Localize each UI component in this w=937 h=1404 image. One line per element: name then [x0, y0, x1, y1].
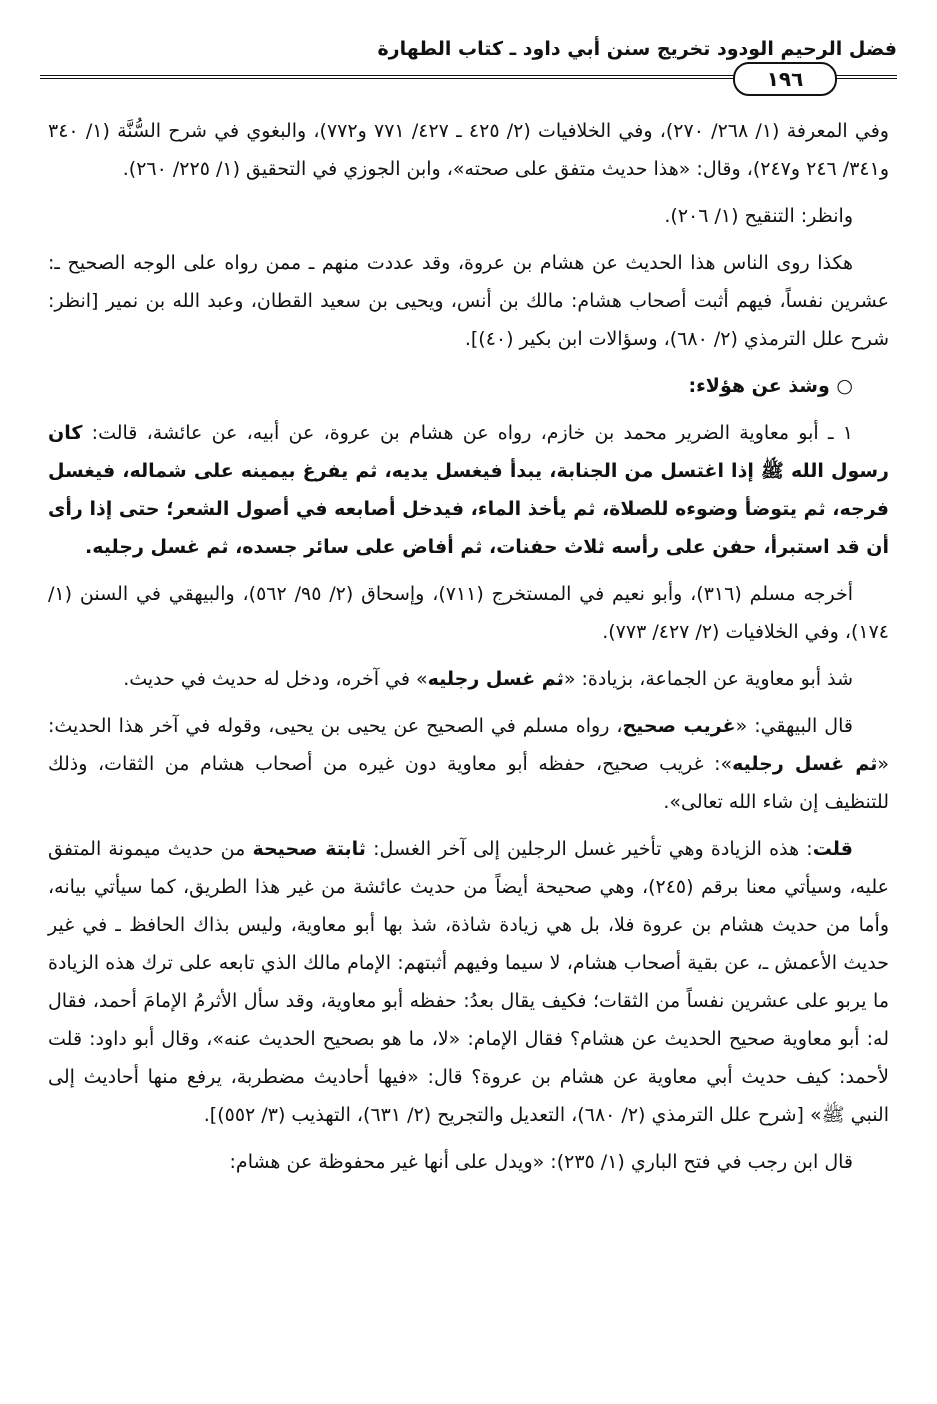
header-rule-right	[835, 75, 897, 79]
body-paragraph	[48, 244, 889, 358]
bold-text-run: كان رسول الله ﷺ إذا اغتسل من الجنابة، يبدأ فيغسل يديه، ثم يفرغ بيمينه على شماله، فيغسل فرجه، ثم يتوضأ وضوءه للصلاة، ثم يأخذ الماء، فيدخل أصابعه في أصول الشعر؛ حتى إذا رأى أن قد استبرأ، حفن على رأسه ثلاث حفنات، ثم أفاض على سائر جسده، ثم غسل رجليه.	[48, 422, 889, 558]
text-run: قال ابن رجب في فتح الباري (١/ ٢٣٥): «ويدل على أنها غير محفوظة عن هشام:	[229, 1151, 853, 1173]
bold-text-run: ثابتة صحيحة	[252, 838, 366, 860]
page-body	[48, 112, 889, 1190]
body-paragraph	[48, 575, 889, 651]
text-run: وفي المعرفة (١/ ٢٦٨/ ٢٧٠)، وفي الخلافيات (٢/ ٤٢٥ ـ ٤٢٧/ ٧٧١ و٧٧٢)، والبغوي في شرح السُّنَّة (١/ ٣٤٠ و٣٤١/ ٢٤٦ و٢٤٧)، وقال: «هذا حديث متفق على صحته»، وابن الجوزي في التحقيق (١/ ٢٢٥/ ٢٦٠).	[48, 120, 889, 180]
bold-text-run: قلت	[812, 838, 853, 860]
bold-text-run: غريب صحيح	[622, 715, 736, 737]
text-run: »: غريب صحيح، حفظه أبو معاوية دون غيره من أصحاب هشام من الثقات، وذلك للتنظيف إن شاء الله تعالى».	[48, 753, 889, 813]
body-paragraph	[48, 197, 889, 235]
body-paragraph	[48, 1143, 889, 1181]
text-run: من حديث ميمونة المتفق عليه، وسيأتي معنا برقم (٢٤٥)، وهي صحيحة أيضاً من حديث عائشة من غير هذا الطريق، كما سيأتي بيانه، وأما من حديث هشام بن عروة فلا، بل هي زيادة شاذة، شذ بها أبو معاوية، وليس بذاك الحافظ ـ في غير حديث الأعمش ـ، عن بقية أصحاب هشام، لا سيما وفيهم أثبتهم: الإمام مالك الذي تابعه على ترك هذه الزيادة ما يربو على عشرين نفساً من الثقات؛ فكيف يقال بعدُ: حفظه أبو معاوية، وقد سأل الأثرمُ الإمامَ أحمد، فقال له: أبو معاوية صحيح الحديث عن هشام؟ فقال الإمام: «لا، ما هو بصحيح الحديث عنه»، وقال أبو داود: قلت لأحمد: كيف حديث أبي معاوية عن هشام بن عروة؟ قال: «فيها أحاديث مضطربة، يرفع منها أحاديث إلى النبي ﷺ» [شرح علل الترمذي (٢/ ٦٨٠)، التعديل والتجريح (٢/ ٦٣١)، التهذيب (٣/ ٥٥٢)].	[48, 838, 889, 1126]
section-heading	[48, 367, 889, 405]
body-paragraph	[48, 112, 889, 188]
text-run: ١ ـ أبو معاوية الضرير محمد بن خازم، رواه عن هشام بن عروة، عن أبيه، عن عائشة، قالت:	[82, 422, 853, 444]
bold-text-run: ثم غسل رجليه	[427, 668, 564, 690]
text-run: شذ أبو معاوية عن الجماعة، بزيادة: «	[563, 668, 853, 690]
text-run: قال البيهقي: «	[735, 715, 853, 737]
body-paragraph	[48, 414, 889, 566]
body-paragraph	[48, 707, 889, 821]
text-run: وانظر: التنقيح (١/ ٢٠٦).	[664, 205, 853, 227]
text-run: أخرجه مسلم (٣١٦)، وأبو نعيم في المستخرج (٧١١)، وإسحاق (٢/ ٩٥/ ٥٦٢)، والبيهقي في السنن (١/ ١٧٤)، وفي الخلافيات (٢/ ٤٢٧/ ٧٧٣).	[48, 583, 889, 643]
running-title: فضل الرحيم الودود تخريج سنن أبي داود ـ كتاب الطهارة	[377, 38, 897, 60]
text-run: » في آخره، ودخل له حديث في حديث.	[123, 668, 428, 690]
text-run: : هذه الزيادة وهي تأخير غسل الرجلين إلى آخر الغسل:	[365, 838, 813, 860]
header-rule-left	[40, 75, 767, 79]
page-number: ١٩٦	[733, 62, 837, 96]
body-paragraph	[48, 660, 889, 698]
text-run: هكذا روى الناس هذا الحديث عن هشام بن عروة، وقد عددت منهم ـ ممن رواه على الوجه الصحيح ـ: عشرين نفساً، فيهم أثبت أصحاب هشام: مالك بن أنس، ويحيى بن سعيد القطان، وعبد الله بن نمير [انظر: شرح علل الترمذي (٢/ ٦٨٠)، وسؤالات ابن بكير (٤٠)].	[48, 252, 889, 350]
bold-text-run: ثم غسل رجليه	[732, 753, 878, 775]
body-paragraph	[48, 830, 889, 1134]
bold-text-run: ○ وشذ عن هؤلاء:	[688, 375, 853, 397]
text-run: ، رواه مسلم في الصحيح عن يحيى بن يحيى، وقوله في آخر هذا الحديث: «	[48, 715, 889, 775]
